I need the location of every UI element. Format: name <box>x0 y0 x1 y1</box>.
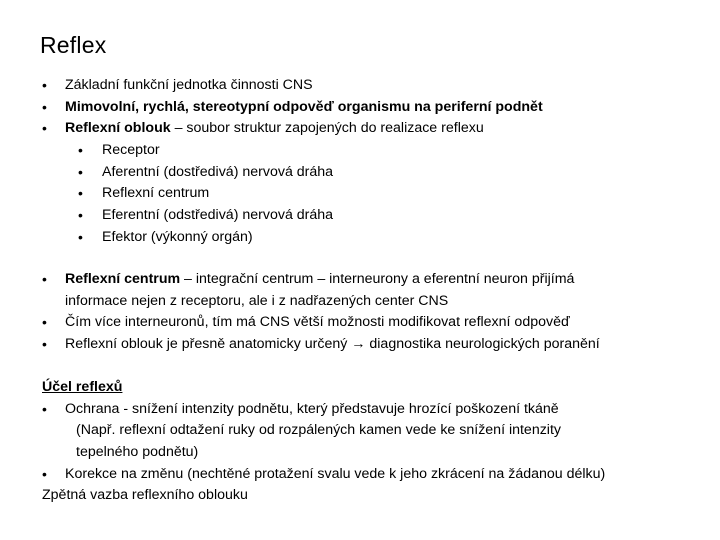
list-item: Korekce na změnu (nechtěné protažení svalu vede k jeho zkrácení na žádanou délku) <box>65 466 606 482</box>
reflex-arc-term: Reflexní oblouk <box>65 120 171 136</box>
list-item: Ochrana - snížení intenzity podnětu, který představuje hrozící poškození tkáně <box>65 401 559 417</box>
reflex-center-term: Reflexní centrum <box>65 271 181 287</box>
sub-list-item: Efektor (výkonný orgán) <box>102 229 253 245</box>
slide-title: Reflex <box>40 32 107 58</box>
bullet-icon: • <box>42 314 47 330</box>
list-item-continuation: informace nejen z receptoru, ale i z nadřazených center CNS <box>65 293 449 309</box>
sub-list-item: Reflexní centrum <box>102 185 210 201</box>
reflex-arc-definition: – soubor struktur zapojených do realizace reflexu <box>170 120 484 136</box>
bullet-icon: • <box>42 466 47 482</box>
list-item: Základní funkční jednotka činnosti CNS <box>65 77 313 93</box>
list-item <box>65 119 484 137</box>
list-item-text: diagnostika neurologických poranění <box>365 336 600 352</box>
footer-text: Zpětná vazba reflexního oblouku <box>42 487 248 503</box>
list-item-note: (Např. reflexní odtažení ruky od rozpálených kamen vede ke snížení intenzity <box>76 422 561 438</box>
bullet-icon: • <box>42 77 47 93</box>
bullet-icon: • <box>78 164 83 180</box>
bullet-icon: • <box>78 185 83 201</box>
arrow-right-icon: → <box>351 336 366 352</box>
sub-list-item: Aferentní (dostředivá) nervová dráha <box>102 164 334 180</box>
section-heading: Účel reflexů <box>42 379 123 395</box>
bullet-icon: • <box>42 99 47 115</box>
list-item-text: Reflexní oblouk je přesně anatomicky určený <box>65 336 352 352</box>
sub-list-item: Receptor <box>102 142 160 158</box>
bullet-icon: • <box>42 401 47 417</box>
list-item: Mimovolní, rychlá, stereotypní odpověď organismu na periferní podnět <box>65 99 543 115</box>
list-item: Čím více interneuronů, tím má CNS větší možnosti modifikovat reflexní odpověď <box>65 314 570 330</box>
bullet-icon: • <box>42 336 47 352</box>
bullet-icon: • <box>78 229 83 245</box>
list-item <box>65 335 600 353</box>
list-item-note: tepelného podnětu) <box>76 444 199 460</box>
list-item <box>65 270 574 288</box>
bullet-icon: • <box>42 271 47 287</box>
reflex-center-definition: – integrační centrum – interneurony a eferentní neuron přijímá <box>180 271 575 287</box>
bullet-icon: • <box>78 207 83 223</box>
bullet-icon: • <box>78 142 83 158</box>
sub-list-item: Eferentní (odstředivá) nervová dráha <box>102 207 334 223</box>
bullet-icon: • <box>42 120 47 136</box>
